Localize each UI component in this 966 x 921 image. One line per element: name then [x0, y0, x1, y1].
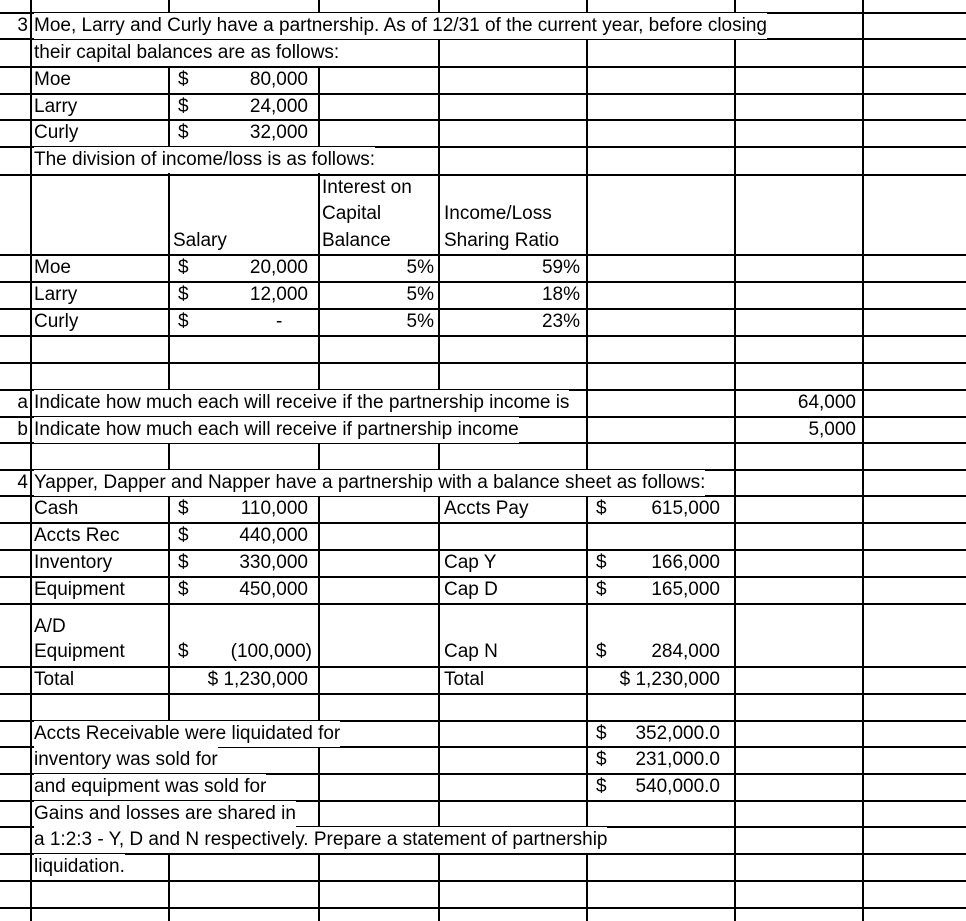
grid-col-line — [318, 0, 320, 921]
asset-amount: 330,000 — [239, 552, 308, 573]
instruction-text: a 1:2:3 - Y, D and N respectively. Prepare a statement of partnership — [34, 827, 607, 853]
asset-label: Cash — [34, 498, 79, 519]
salary-header: Salary — [173, 230, 227, 251]
grid-row-line — [0, 907, 966, 909]
interest-header: Capital — [322, 203, 382, 224]
dollar-sign: $ — [178, 257, 189, 278]
interest-rate: 5% — [406, 311, 434, 332]
asset-label: Accts Rec — [34, 525, 120, 546]
partner-name: Curly — [34, 311, 79, 332]
partner-name: Moe — [34, 69, 71, 90]
grid-col-line — [734, 0, 736, 921]
partner-name: Larry — [34, 96, 78, 117]
income-amount: 5,000 — [808, 419, 856, 440]
grid-row-line — [0, 119, 966, 121]
dollar-sign: $ — [596, 749, 607, 770]
ratio-header: Sharing Ratio — [444, 230, 560, 251]
asset-amount: 450,000 — [239, 579, 308, 600]
salary-amount: 12,000 — [249, 284, 308, 305]
dollar-sign: $ — [178, 96, 189, 117]
liquidation-text: inventory was sold for — [34, 747, 218, 773]
dollar-sign: $ — [596, 641, 607, 662]
dollar-sign: $ — [596, 552, 607, 573]
grid-row-line — [0, 880, 966, 882]
total-liabilities: $ 1,230,000 — [619, 669, 720, 690]
grid-row-line — [0, 93, 966, 95]
partner-name: Larry — [34, 284, 78, 305]
asset-label: A/D — [34, 616, 66, 637]
dollar-sign: $ — [178, 498, 189, 519]
question-letter: b — [17, 419, 28, 440]
asset-label: Inventory — [34, 552, 113, 573]
liability-amount: 615,000 — [651, 498, 720, 519]
sharing-ratio: 59% — [541, 257, 580, 278]
liquidation-amount: 231,000.0 — [635, 749, 720, 770]
grid-row-line — [0, 335, 966, 337]
ratio-header: Income/Loss — [444, 203, 552, 224]
capital-amount: 32,000 — [249, 122, 308, 143]
grid-row-line — [0, 693, 966, 695]
dollar-sign: $ — [596, 579, 607, 600]
asset-label: Equipment — [34, 641, 125, 662]
header-cell-blank — [440, 176, 586, 200]
division-label: The division of income/loss is as follows: — [34, 147, 375, 173]
problem-text: their capital balances are as follows: — [34, 40, 339, 66]
liquidation-amount: 352,000.0 — [635, 723, 720, 744]
problem-number: 4 — [17, 472, 28, 493]
question-letter: a — [17, 392, 28, 413]
dollar-sign: $ — [596, 498, 607, 519]
dollar-sign: $ — [178, 579, 189, 600]
dollar-sign: $ — [596, 723, 607, 744]
grid-col-line — [862, 0, 864, 921]
problem-text: Yapper, Dapper and Napper have a partnership with a balance sheet as follows: — [34, 470, 705, 496]
instruction-text: liquidation. — [34, 854, 125, 880]
problem-number: 3 — [17, 15, 28, 36]
grid-row-line — [0, 522, 966, 524]
dollar-sign: $ — [178, 552, 189, 573]
dollar-sign: $ — [596, 776, 607, 797]
grid-row-line — [0, 603, 966, 605]
liquidation-text: Accts Receivable were liquidated for — [34, 721, 340, 747]
asset-label: Equipment — [34, 579, 125, 600]
grid-row-line — [0, 853, 966, 855]
liability-label: Accts Pay — [444, 498, 529, 519]
liquidation-amount: 540,000.0 — [635, 776, 720, 797]
capital-amount: 24,000 — [249, 96, 308, 117]
grid-col-line — [586, 0, 588, 921]
liability-label: Cap N — [444, 641, 498, 662]
asset-amount: 110,000 — [240, 498, 308, 519]
partner-name: Moe — [34, 257, 71, 278]
dollar-sign: $ — [178, 284, 189, 305]
grid-col-line — [30, 0, 32, 921]
header-cell-blank — [32, 176, 168, 254]
liability-amount: 284,000 — [651, 641, 720, 662]
header-cell-blank — [170, 176, 318, 228]
liability-label: Cap Y — [444, 552, 497, 573]
liability-label: Cap D — [444, 579, 498, 600]
total-label: Total — [34, 669, 75, 690]
salary-amount: 20,000 — [249, 257, 308, 278]
grid-col-line — [438, 0, 440, 921]
dollar-sign: $ — [178, 525, 189, 546]
accumulated-depreciation: (100,000) — [230, 641, 312, 662]
interest-header: Balance — [322, 230, 391, 251]
liability-amount: 165,000 — [651, 579, 720, 600]
dollar-sign: $ — [178, 122, 189, 143]
liability-amount: 166,000 — [651, 552, 720, 573]
problem-text: Moe, Larry and Curly have a partnership. As of 12/31 of the current year, before closing — [34, 13, 767, 39]
liquidation-text: and equipment was sold for — [34, 774, 266, 800]
question-text: Indicate how much each will receive if partnership income — [34, 417, 519, 443]
grid-row-line — [0, 66, 966, 68]
sharing-ratio: 23% — [541, 311, 580, 332]
dollar-sign: $ — [178, 641, 189, 662]
dollar-sign: $ — [178, 311, 189, 332]
interest-rate: 5% — [406, 284, 434, 305]
dollar-sign: $ — [178, 69, 189, 90]
asset-amount: 440,000 — [239, 525, 308, 546]
salary-amount: - — [276, 311, 283, 332]
grid-row-line — [0, 362, 966, 364]
total-label: Total — [444, 669, 485, 690]
income-amount: 64,000 — [797, 392, 856, 413]
sharing-ratio: 18% — [541, 284, 580, 305]
capital-amount: 80,000 — [249, 69, 308, 90]
question-text: Indicate how much each will receive if the partnership income is — [34, 390, 569, 416]
total-assets: $ 1,230,000 — [207, 669, 308, 690]
interest-header: Interest on — [322, 177, 412, 198]
partner-name: Curly — [34, 122, 79, 143]
interest-rate: 5% — [406, 257, 434, 278]
instruction-text: Gains and losses are shared in — [34, 801, 296, 827]
